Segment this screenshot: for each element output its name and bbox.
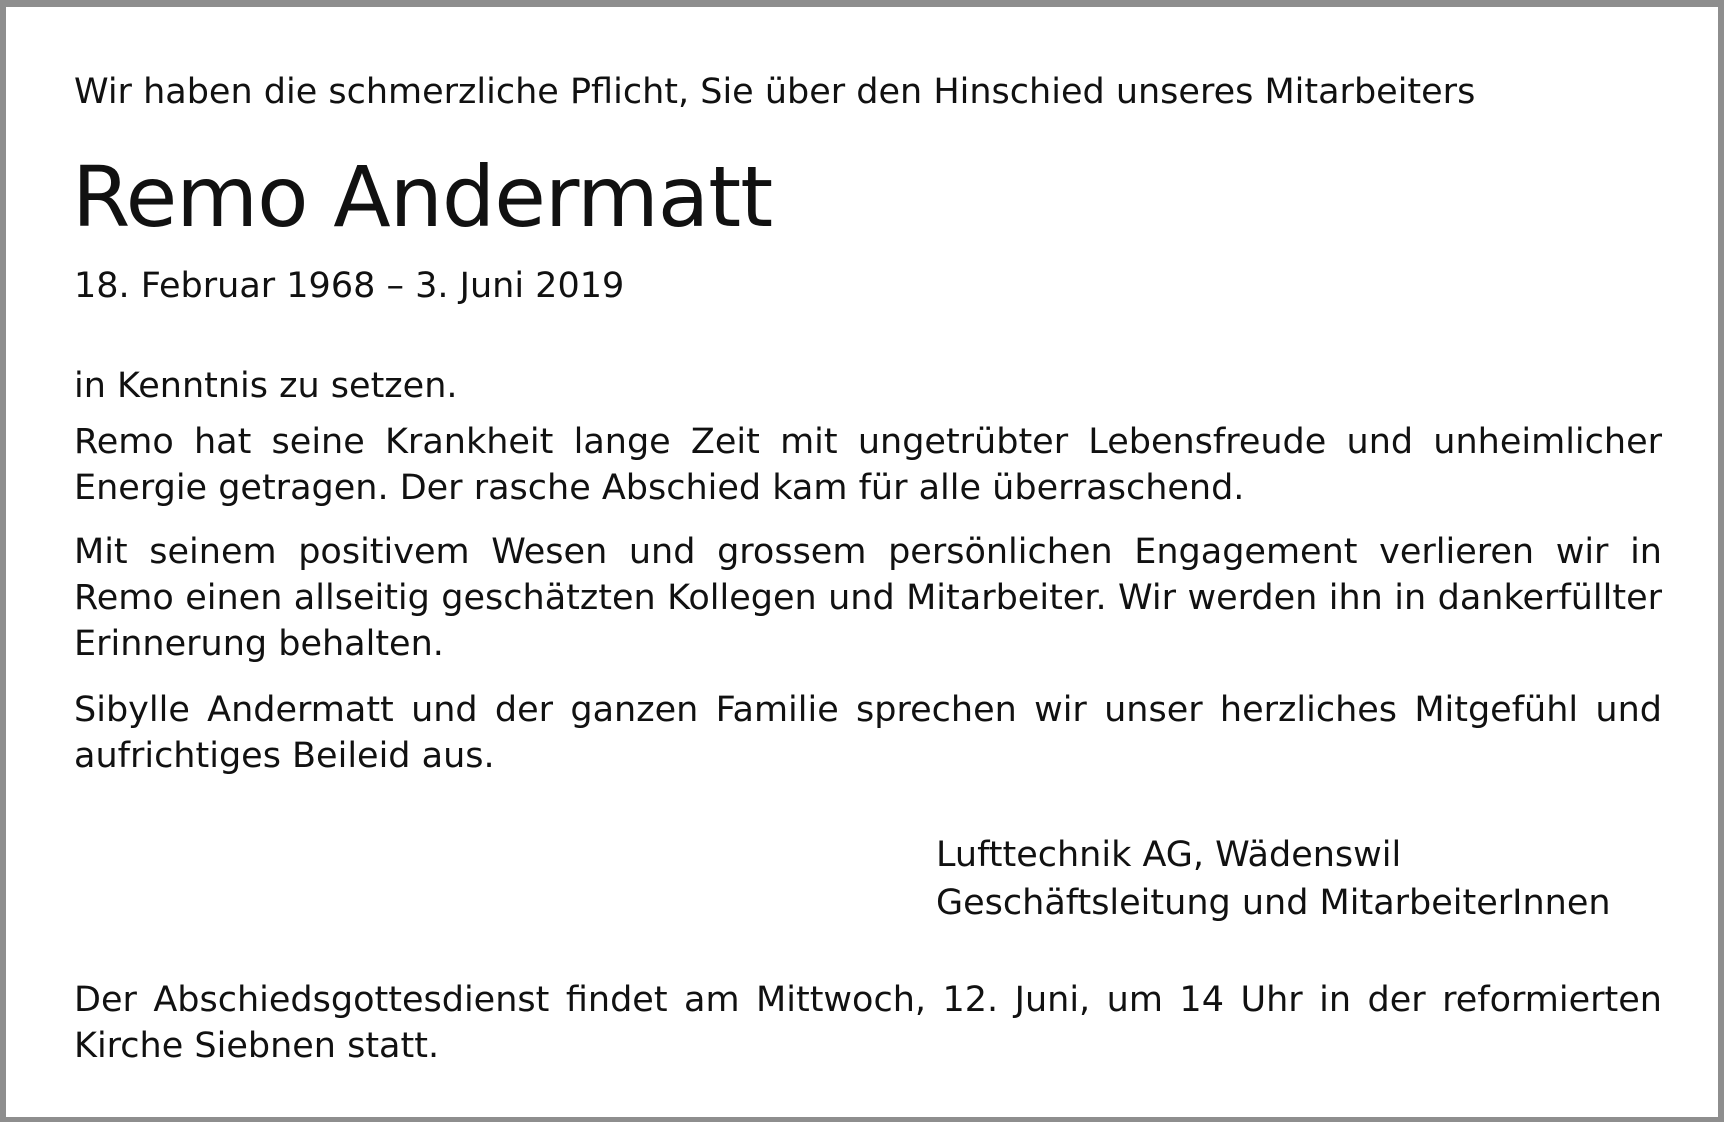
life-dates: 18. Februar 1968 – 3. Juni 2019 [74,266,625,306]
signature-team: Geschäftsleitung und MitarbeiterInnen [936,883,1611,923]
paragraph-condolence: Sibylle Andermatt und der ganzen Familie sprechen wir unser herzliches Mitgefühl und aufrichtiges Beileid aus. [74,690,1662,776]
paragraph-illness: Remo hat seine Krankheit lange Zeit mit ungetrübter Lebensfreude und unheimlicher Energie getragen. Der rasche Abschied kam für alle überraschend. [74,422,1662,508]
paragraph-continuation: in Kenntnis zu setzen. [74,366,458,406]
intro-text: Wir haben die schmerzliche Pflicht, Sie über den Hinschied unseres Mitarbeiters [74,72,1476,112]
signature-company: Lufttechnik AG, Wädenswil [936,835,1402,875]
paragraph-tribute: Mit seinem positivem Wesen und grossem persönlichen Engagement verlieren wir in Remo einen allseitig geschätzten Kollegen und Mitarbeiter. Wir werden ihn in dankerfüllter Erinnerung behalten. [74,532,1662,664]
service-info: Der Abschiedsgottesdienst findet am Mittwoch, 12. Juni, um 14 Uhr in der reformierten Kirche Siebnen statt. [74,980,1662,1066]
signature-block [936,831,1611,927]
deceased-name: Remo Andermatt [72,148,773,246]
